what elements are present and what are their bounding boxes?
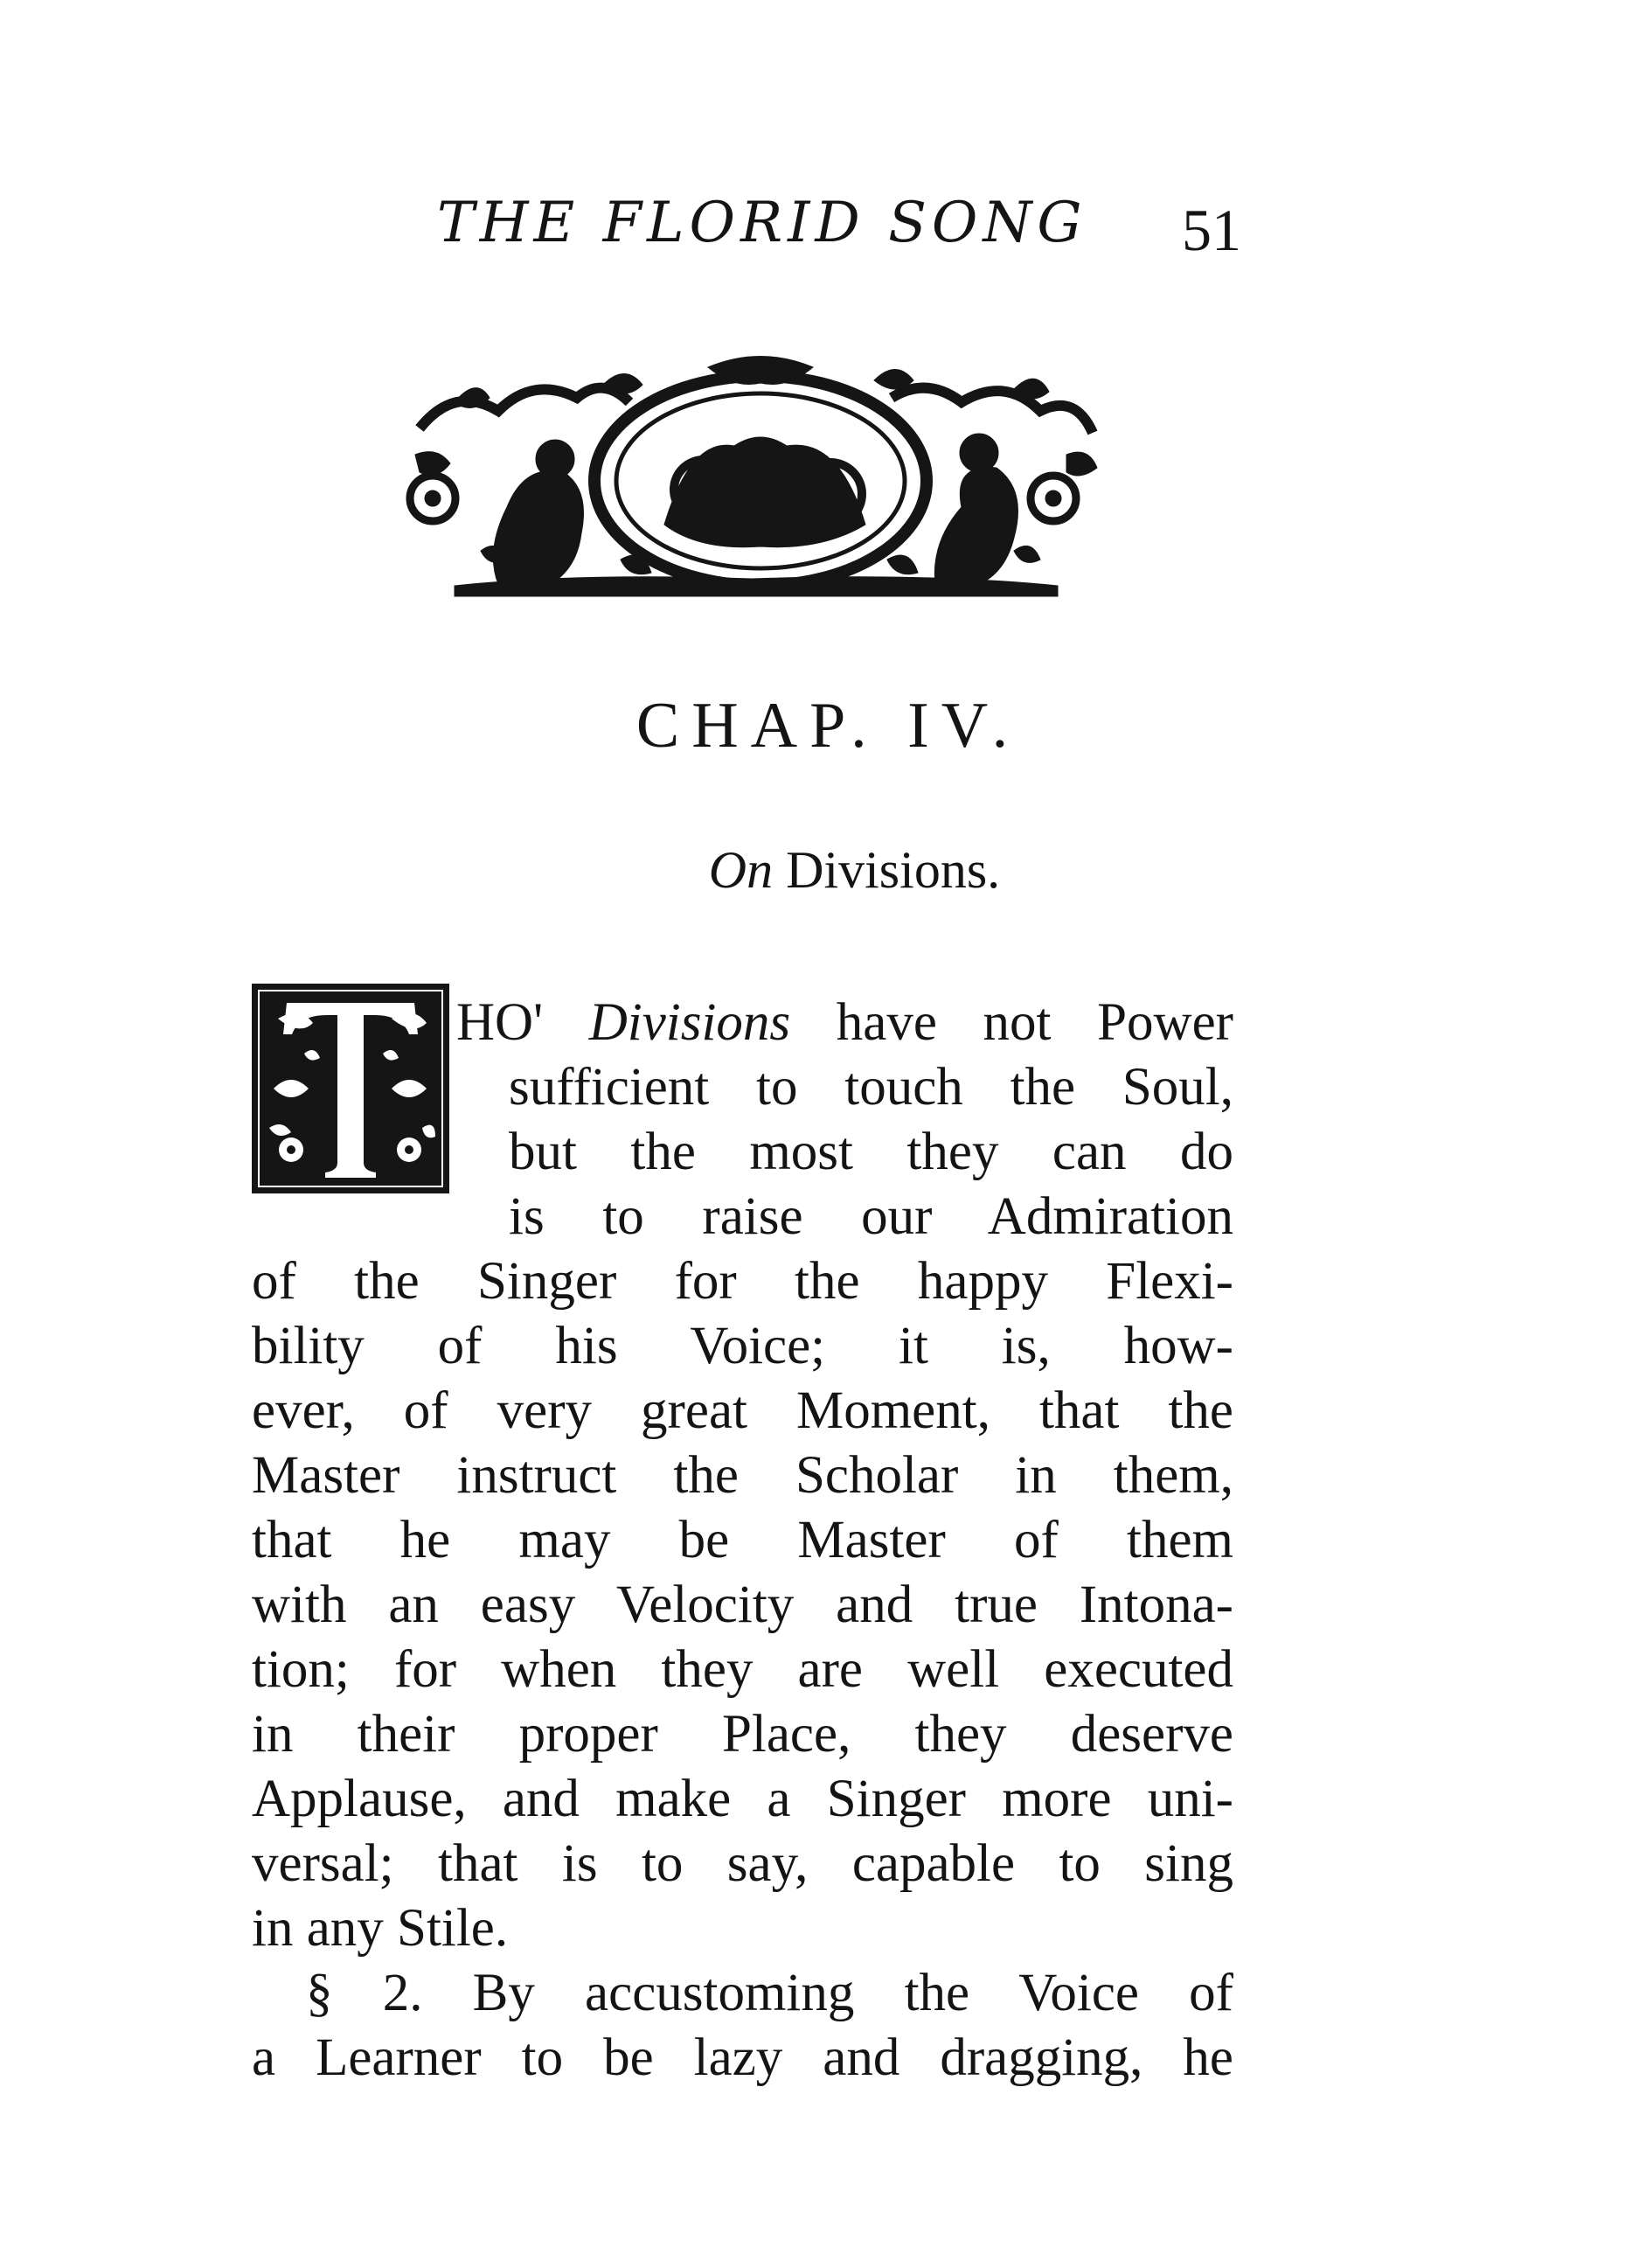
- body-line-1-pre: HO': [456, 993, 589, 1052]
- body-line-3: but the most they can do: [509, 1123, 1233, 1181]
- body-line-5: of the Singer for the happy Flexi-: [252, 1252, 1233, 1311]
- body-line-12: in their proper Place, they deserve: [252, 1705, 1233, 1764]
- body-line-6: bility of his Voice; it is, how-: [252, 1317, 1233, 1375]
- body-line-8: Master instruct the Scholar in them,: [252, 1446, 1233, 1505]
- chapter-subtitle: [0, 835, 1639, 905]
- running-title: THE FLORID SONG: [437, 191, 1087, 255]
- chapter-heading: CHAP. IV.: [635, 690, 1021, 762]
- body-line-1-italic: Divisions: [588, 993, 791, 1052]
- body-line-10: with an easy Velocity and true Intona-: [252, 1576, 1233, 1634]
- body-line-2: sufficient to touch the Soul,: [509, 1058, 1233, 1117]
- body-line-4: is to raise our Admiration: [509, 1187, 1233, 1246]
- body-line-1-post: have not Power: [790, 993, 1233, 1052]
- body-line-14: versal; that is to say, capable to sing: [252, 1834, 1233, 1893]
- body-line-11: tion; for when they are well executed: [252, 1640, 1233, 1699]
- chapter-subtitle-rest: Divisions.: [773, 841, 1001, 899]
- body-line-7: ever, of very great Moment, that the: [252, 1381, 1233, 1440]
- ornamental-headpiece: [402, 350, 1101, 599]
- drop-cap-t: [252, 984, 449, 1193]
- running-head: [437, 188, 1320, 267]
- body-line-1: [456, 991, 1233, 1055]
- body-line-16: § 2. By accustoming the Voice of: [306, 1964, 1233, 2022]
- page-number: 51: [1182, 197, 1241, 263]
- drop-cap-letter: T: [350, 1106, 351, 1107]
- body-line-9: that he may be Master of them: [252, 1511, 1233, 1569]
- body-line-15: in any Stile.: [252, 1899, 509, 1958]
- body-line-17: a Learner to be lazy and dragging, he: [252, 2028, 1233, 2087]
- body-line-13: Applause, and make a Singer more uni-: [252, 1770, 1233, 1828]
- chapter-subtitle-italic: On: [708, 841, 774, 899]
